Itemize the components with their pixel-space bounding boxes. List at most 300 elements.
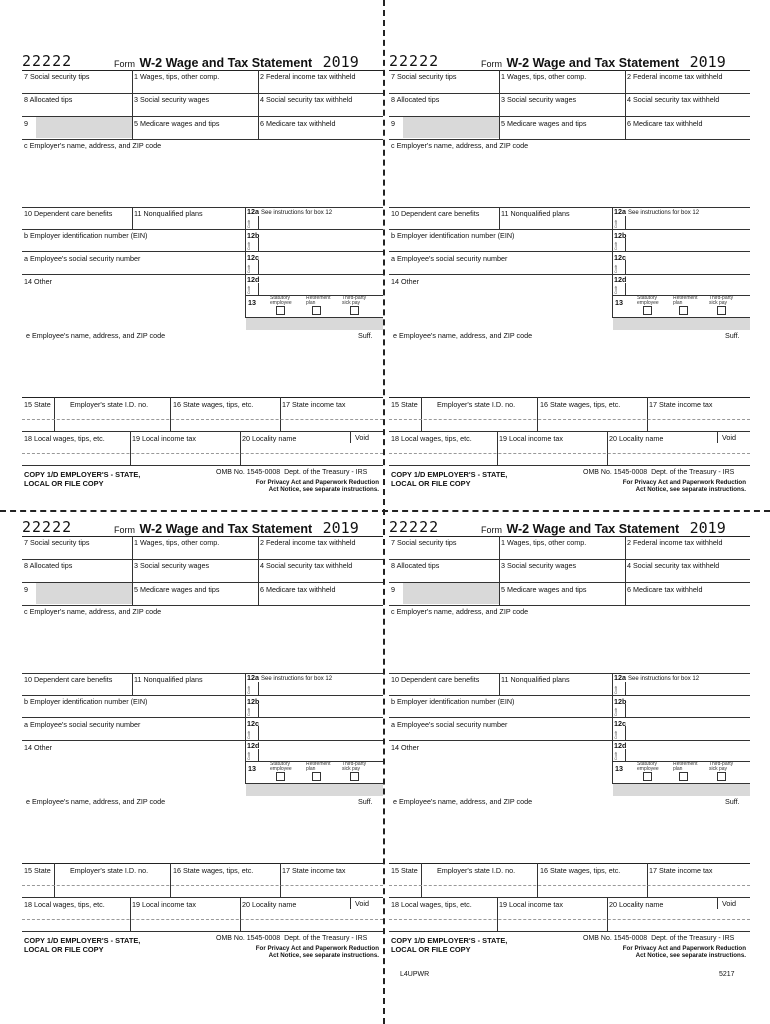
box-8-label: 8 Allocated tips bbox=[391, 95, 440, 104]
box-e-label: e Employee's name, address, and ZIP code bbox=[26, 331, 166, 340]
form-rule-line bbox=[612, 673, 613, 783]
omb-number: OMB No. 1545-0008 Dept. of the Treasury - IRS bbox=[583, 469, 735, 476]
form-rule-line bbox=[258, 682, 259, 695]
box-10-label: 10 Dependent care benefits bbox=[391, 209, 480, 218]
code-label: Code bbox=[247, 685, 251, 694]
form-rule-line bbox=[22, 274, 383, 275]
box-15-label: 15 State bbox=[24, 866, 51, 875]
box-8-label: 8 Allocated tips bbox=[24, 95, 73, 104]
box-3-label: 3 Social security wages bbox=[134, 95, 210, 104]
box-6-label: 6 Medicare tax withheld bbox=[627, 119, 703, 128]
form-rule-line bbox=[22, 139, 383, 140]
form-rule-line bbox=[421, 397, 422, 431]
box-c-label: c Employer's name, address, and ZIP code bbox=[391, 607, 529, 616]
form-rule-line bbox=[258, 536, 259, 605]
form-rule-line bbox=[22, 863, 383, 864]
code-label: Code bbox=[247, 707, 251, 716]
box-1-label: 1 Wages, tips, other comp. bbox=[501, 538, 587, 547]
box-12b-label: 12b bbox=[614, 697, 627, 706]
box-15-label: 15 State bbox=[391, 866, 418, 875]
form-title-text: W-2 Wage and Tax Statement bbox=[506, 522, 680, 536]
code-label: Code bbox=[614, 219, 618, 228]
void-label: Void bbox=[722, 433, 736, 442]
w2-form-bottom-left bbox=[22, 518, 383, 978]
box-b-label: b Employer identification number (EIN) bbox=[391, 697, 515, 706]
box-3-label: 3 Social security wages bbox=[134, 561, 210, 570]
box-20-label: 20 Locality name bbox=[242, 434, 297, 443]
form-rule-line bbox=[22, 536, 383, 537]
form-rule-line bbox=[22, 453, 383, 454]
box-12c-label: 12c bbox=[614, 253, 626, 262]
form-word: Form bbox=[481, 525, 502, 535]
code-label: Code bbox=[614, 285, 618, 294]
box-9-label: 9 bbox=[391, 585, 395, 594]
third-party-sick-pay-checkbox[interactable] bbox=[717, 772, 726, 781]
footer-number: 5217 bbox=[719, 971, 735, 978]
form-rule-line bbox=[22, 465, 383, 466]
box-14-label: 14 Other bbox=[24, 277, 52, 286]
w2-form-top-right bbox=[389, 52, 750, 512]
w2-form-bottom-right bbox=[389, 518, 750, 978]
box-12d-label: 12d bbox=[614, 275, 627, 284]
form-rule-line bbox=[389, 740, 750, 741]
code-label: Code bbox=[614, 241, 618, 250]
form-word: Form bbox=[114, 525, 135, 535]
third-party-sick-pay-label: Third-party sick pay bbox=[342, 295, 367, 306]
form-rule-line bbox=[389, 139, 750, 140]
box-4-label: 4 Social security tax withheld bbox=[260, 561, 353, 570]
statutory-employee-checkbox[interactable] bbox=[276, 306, 285, 315]
vertical-cut-line bbox=[383, 0, 385, 1024]
state-id-label: Employer's state I.D. no. bbox=[70, 866, 149, 875]
box-4-label: 4 Social security tax withheld bbox=[260, 95, 353, 104]
box-3-label: 3 Social security wages bbox=[501, 95, 577, 104]
box-8-label: 8 Allocated tips bbox=[391, 561, 440, 570]
form-rule-line bbox=[280, 397, 281, 431]
form-rule-line bbox=[717, 431, 718, 443]
box-2-label: 2 Federal income tax withheld bbox=[260, 538, 356, 547]
form-rule-line bbox=[389, 229, 750, 230]
form-rule-line bbox=[389, 93, 750, 94]
box-12b-label: 12b bbox=[247, 697, 260, 706]
form-rule-line bbox=[54, 397, 55, 431]
box-10-label: 10 Dependent care benefits bbox=[24, 209, 113, 218]
box-16-label: 16 State wages, tips, etc. bbox=[173, 866, 254, 875]
form-rule-line bbox=[389, 70, 750, 71]
box-11-label: 11 Nonqualified plans bbox=[501, 675, 570, 684]
third-party-sick-pay-checkbox[interactable] bbox=[717, 306, 726, 315]
box-17-label: 17 State income tax bbox=[649, 866, 713, 875]
form-rule-line bbox=[625, 238, 626, 251]
form-rule-line bbox=[22, 93, 383, 94]
form-rule-line bbox=[54, 863, 55, 897]
box-13-shading bbox=[613, 318, 750, 330]
statutory-employee-label: Statutory employee bbox=[270, 761, 292, 772]
statutory-employee-checkbox[interactable] bbox=[276, 772, 285, 781]
form-rule-line bbox=[258, 70, 259, 139]
form-rule-line bbox=[625, 283, 626, 295]
form-rule-line bbox=[22, 397, 383, 398]
state-id-label: Employer's state I.D. no. bbox=[70, 400, 149, 409]
form-rule-line bbox=[350, 431, 351, 443]
form-rule-line bbox=[497, 431, 498, 465]
form-rule-line bbox=[22, 229, 383, 230]
form-rule-line bbox=[245, 783, 383, 784]
form-rule-line bbox=[130, 431, 131, 465]
box-9-shading bbox=[36, 117, 132, 138]
privacy-notice: For Privacy Act and Paperwork Reduction Act Notice, see separate instructions. bbox=[255, 479, 379, 493]
form-title-text: W-2 Wage and Tax Statement bbox=[506, 56, 680, 70]
form-rule-line bbox=[170, 863, 171, 897]
form-word: Form bbox=[114, 59, 135, 69]
form-rule-line bbox=[22, 251, 383, 252]
box-16-label: 16 State wages, tips, etc. bbox=[540, 866, 621, 875]
statutory-employee-checkbox[interactable] bbox=[643, 306, 652, 315]
box-20-label: 20 Locality name bbox=[242, 900, 297, 909]
box-19-label: 19 Local income tax bbox=[132, 900, 196, 909]
form-rule-line bbox=[22, 605, 383, 606]
box-12a-label: 12a See instructions for box 12 bbox=[614, 673, 700, 682]
code-label: Code bbox=[247, 264, 251, 273]
form-rule-line bbox=[625, 682, 626, 695]
form-rule-line bbox=[612, 783, 750, 784]
suffix-label: Suff. bbox=[725, 331, 740, 340]
box-13-label: 13 bbox=[248, 298, 256, 307]
form-rule-line bbox=[130, 897, 131, 931]
box-11-label: 11 Nonqualified plans bbox=[501, 209, 570, 218]
statutory-employee-label: Statutory employee bbox=[270, 295, 292, 306]
box-a-label: a Employee's social security number bbox=[24, 720, 141, 729]
box-18-label: 18 Local wages, tips, etc. bbox=[24, 434, 105, 443]
form-rule-line bbox=[389, 559, 750, 560]
form-rule-line bbox=[607, 431, 608, 465]
form-rule-line bbox=[612, 317, 750, 318]
box-18-label: 18 Local wages, tips, etc. bbox=[391, 900, 472, 909]
box-11-label: 11 Nonqualified plans bbox=[134, 209, 203, 218]
form-rule-line bbox=[389, 931, 750, 932]
box-18-label: 18 Local wages, tips, etc. bbox=[24, 900, 105, 909]
form-rule-line bbox=[389, 397, 750, 398]
box-1-label: 1 Wages, tips, other comp. bbox=[501, 72, 587, 81]
box-16-label: 16 State wages, tips, etc. bbox=[540, 400, 621, 409]
box-a-label: a Employee's social security number bbox=[391, 720, 508, 729]
box-12c-label: 12c bbox=[614, 719, 626, 728]
box-18-label: 18 Local wages, tips, etc. bbox=[391, 434, 472, 443]
form-rule-line bbox=[499, 673, 500, 695]
box-14-label: 14 Other bbox=[24, 743, 52, 752]
box-c-label: c Employer's name, address, and ZIP code bbox=[24, 607, 162, 616]
box-e-label: e Employee's name, address, and ZIP code bbox=[26, 797, 166, 806]
suffix-label: Suff. bbox=[358, 797, 373, 806]
box-9-label: 9 bbox=[24, 119, 28, 128]
box-9-shading bbox=[403, 583, 499, 604]
box-17-label: 17 State income tax bbox=[282, 400, 346, 409]
form-rule-line bbox=[625, 749, 626, 761]
box-1-label: 1 Wages, tips, other comp. bbox=[134, 538, 220, 547]
box-12d-label: 12d bbox=[614, 741, 627, 750]
form-rule-line bbox=[625, 216, 626, 229]
state-id-label: Employer's state I.D. no. bbox=[437, 400, 516, 409]
form-rule-line bbox=[22, 919, 383, 920]
box-12c-label: 12c bbox=[247, 253, 259, 262]
box-7-label: 7 Social security tips bbox=[24, 72, 90, 81]
form-rule-line bbox=[22, 740, 383, 741]
box-12a-label: 12a See instructions for box 12 bbox=[614, 207, 700, 216]
code-label: Code bbox=[614, 707, 618, 716]
omb-number: OMB No. 1545-0008 Dept. of the Treasury - IRS bbox=[216, 469, 368, 476]
form-rule-line bbox=[612, 207, 613, 317]
box-5-label: 5 Medicare wages and tips bbox=[501, 585, 587, 594]
box-10-label: 10 Dependent care benefits bbox=[24, 675, 113, 684]
form-rule-line bbox=[389, 431, 750, 432]
box-b-label: b Employer identification number (EIN) bbox=[24, 231, 148, 240]
box-12a-label: 12a See instructions for box 12 bbox=[247, 673, 333, 682]
box-12d-label: 12d bbox=[247, 275, 260, 284]
box-12c-label: 12c bbox=[247, 719, 259, 728]
form-rule-line bbox=[258, 704, 259, 717]
third-party-sick-pay-label: Third-party sick pay bbox=[709, 295, 734, 306]
form-rule-line bbox=[497, 897, 498, 931]
form-rule-line bbox=[717, 897, 718, 909]
box-5-label: 5 Medicare wages and tips bbox=[134, 585, 220, 594]
box-c-label: c Employer's name, address, and ZIP code bbox=[24, 141, 162, 150]
box-2-label: 2 Federal income tax withheld bbox=[627, 538, 723, 547]
form-rule-line bbox=[22, 431, 383, 432]
form-year: 2019 bbox=[322, 53, 359, 71]
code-label: Code bbox=[247, 219, 251, 228]
form-rule-line bbox=[499, 207, 500, 229]
footer-code: L4UPWR bbox=[400, 971, 430, 978]
box-5-label: 5 Medicare wages and tips bbox=[501, 119, 587, 128]
form-number: 22222 bbox=[22, 52, 73, 70]
box-12b-label: 12b bbox=[614, 231, 627, 240]
box-6-label: 6 Medicare tax withheld bbox=[260, 585, 336, 594]
privacy-notice: For Privacy Act and Paperwork Reduction Act Notice, see separate instructions. bbox=[622, 945, 746, 959]
box-9-label: 9 bbox=[391, 119, 395, 128]
form-rule-line bbox=[625, 536, 626, 605]
form-rule-line bbox=[647, 397, 648, 431]
third-party-sick-pay-label: Third-party sick pay bbox=[342, 761, 367, 772]
form-rule-line bbox=[132, 673, 133, 695]
box-3-label: 3 Social security wages bbox=[501, 561, 577, 570]
omb-number: OMB No. 1545-0008 Dept. of the Treasury - IRS bbox=[216, 935, 368, 942]
form-year: 2019 bbox=[689, 53, 726, 71]
box-17-label: 17 State income tax bbox=[649, 400, 713, 409]
third-party-sick-pay-checkbox[interactable] bbox=[350, 306, 359, 315]
form-rule-line bbox=[389, 465, 750, 466]
box-13-shading bbox=[613, 784, 750, 796]
box-13-shading bbox=[246, 318, 383, 330]
box-7-label: 7 Social security tips bbox=[391, 72, 457, 81]
box-9-label: 9 bbox=[24, 585, 28, 594]
privacy-notice: For Privacy Act and Paperwork Reduction Act Notice, see separate instructions. bbox=[255, 945, 379, 959]
box-20-label: 20 Locality name bbox=[609, 900, 664, 909]
copy-designation: COPY 1/D EMPLOYER'S - STATE, LOCAL OR FILE COPY bbox=[24, 936, 141, 954]
box-e-label: e Employee's name, address, and ZIP code bbox=[393, 797, 533, 806]
box-20-label: 20 Locality name bbox=[609, 434, 664, 443]
third-party-sick-pay-label: Third-party sick pay bbox=[709, 761, 734, 772]
form-rule-line bbox=[280, 863, 281, 897]
form-rule-line bbox=[22, 70, 383, 71]
suffix-label: Suff. bbox=[358, 331, 373, 340]
form-number: 22222 bbox=[22, 518, 73, 536]
form-rule-line bbox=[245, 317, 383, 318]
box-17-label: 17 State income tax bbox=[282, 866, 346, 875]
form-rule-line bbox=[421, 863, 422, 897]
form-rule-line bbox=[22, 897, 383, 898]
box-10-label: 10 Dependent care benefits bbox=[391, 675, 480, 684]
code-label: Code bbox=[247, 751, 251, 760]
code-label: Code bbox=[247, 241, 251, 250]
statutory-employee-label: Statutory employee bbox=[637, 761, 659, 772]
box-c-label: c Employer's name, address, and ZIP code bbox=[391, 141, 529, 150]
copy-designation: COPY 1/D EMPLOYER'S - STATE, LOCAL OR FILE COPY bbox=[24, 470, 141, 488]
code-label: Code bbox=[614, 751, 618, 760]
box-6-label: 6 Medicare tax withheld bbox=[260, 119, 336, 128]
form-rule-line bbox=[625, 260, 626, 274]
box-7-label: 7 Social security tips bbox=[24, 538, 90, 547]
form-rule-line bbox=[22, 885, 383, 886]
third-party-sick-pay-checkbox[interactable] bbox=[350, 772, 359, 781]
form-rule-line bbox=[389, 536, 750, 537]
form-rule-line bbox=[132, 207, 133, 229]
box-e-label: e Employee's name, address, and ZIP code bbox=[393, 331, 533, 340]
box-12b-label: 12b bbox=[247, 231, 260, 240]
statutory-employee-checkbox[interactable] bbox=[643, 772, 652, 781]
form-rule-line bbox=[389, 274, 750, 275]
box-a-label: a Employee's social security number bbox=[391, 254, 508, 263]
omb-number: OMB No. 1545-0008 Dept. of the Treasury - IRS bbox=[583, 935, 735, 942]
copy-designation: COPY 1/D EMPLOYER'S - STATE, LOCAL OR FILE COPY bbox=[391, 936, 508, 954]
box-14-label: 14 Other bbox=[391, 277, 419, 286]
form-rule-line bbox=[132, 70, 133, 139]
suffix-label: Suff. bbox=[725, 797, 740, 806]
form-rule-line bbox=[647, 863, 648, 897]
copy-designation: COPY 1/D EMPLOYER'S - STATE, LOCAL OR FILE COPY bbox=[391, 470, 508, 488]
form-rule-line bbox=[245, 207, 246, 317]
form-year: 2019 bbox=[322, 519, 359, 537]
code-label: Code bbox=[247, 285, 251, 294]
form-rule-line bbox=[22, 695, 383, 696]
box-4-label: 4 Social security tax withheld bbox=[627, 95, 720, 104]
form-rule-line bbox=[389, 695, 750, 696]
form-rule-line bbox=[258, 216, 259, 229]
retirement-plan-checkbox[interactable] bbox=[312, 306, 321, 315]
void-label: Void bbox=[355, 433, 369, 442]
retirement-plan-checkbox[interactable] bbox=[679, 306, 688, 315]
form-word: Form bbox=[481, 59, 502, 69]
form-rule-line bbox=[607, 897, 608, 931]
retirement-plan-label: Retirement plan bbox=[306, 761, 331, 772]
box-12a-label: 12a See instructions for box 12 bbox=[247, 207, 333, 216]
form-title-text: W-2 Wage and Tax Statement bbox=[139, 56, 313, 70]
box-b-label: b Employer identification number (EIN) bbox=[391, 231, 515, 240]
retirement-plan-label: Retirement plan bbox=[673, 295, 698, 306]
box-9-shading bbox=[36, 583, 132, 604]
form-number: 22222 bbox=[389, 518, 440, 536]
form-rule-line bbox=[389, 453, 750, 454]
form-rule-line bbox=[389, 419, 750, 420]
form-rule-line bbox=[170, 397, 171, 431]
w2-form-top-left bbox=[22, 52, 383, 512]
form-rule-line bbox=[245, 673, 246, 783]
box-a-label: a Employee's social security number bbox=[24, 254, 141, 263]
box-2-label: 2 Federal income tax withheld bbox=[627, 72, 723, 81]
code-label: Code bbox=[247, 730, 251, 739]
form-rule-line bbox=[625, 70, 626, 139]
form-rule-line bbox=[258, 283, 259, 295]
box-4-label: 4 Social security tax withheld bbox=[627, 561, 720, 570]
box-16-label: 16 State wages, tips, etc. bbox=[173, 400, 254, 409]
box-1-label: 1 Wages, tips, other comp. bbox=[134, 72, 220, 81]
retirement-plan-checkbox[interactable] bbox=[679, 772, 688, 781]
form-rule-line bbox=[537, 863, 538, 897]
form-rule-line bbox=[258, 726, 259, 740]
retirement-plan-label: Retirement plan bbox=[673, 761, 698, 772]
box-b-label: b Employer identification number (EIN) bbox=[24, 697, 148, 706]
form-title-text: W-2 Wage and Tax Statement bbox=[139, 522, 313, 536]
form-rule-line bbox=[22, 559, 383, 560]
form-rule-line bbox=[389, 919, 750, 920]
form-rule-line bbox=[389, 605, 750, 606]
form-rule-line bbox=[22, 931, 383, 932]
form-rule-line bbox=[22, 419, 383, 420]
form-rule-line bbox=[258, 749, 259, 761]
privacy-notice: For Privacy Act and Paperwork Reduction Act Notice, see separate instructions. bbox=[622, 479, 746, 493]
code-label: Code bbox=[614, 264, 618, 273]
form-rule-line bbox=[389, 251, 750, 252]
form-rule-line bbox=[258, 238, 259, 251]
form-rule-line bbox=[240, 897, 241, 931]
retirement-plan-label: Retirement plan bbox=[306, 295, 331, 306]
box-13-label: 13 bbox=[615, 298, 623, 307]
box-19-label: 19 Local income tax bbox=[499, 900, 563, 909]
form-rule-line bbox=[537, 397, 538, 431]
form-rule-line bbox=[499, 536, 500, 605]
form-rule-line bbox=[625, 704, 626, 717]
box-13-label: 13 bbox=[615, 764, 623, 773]
box-9-shading bbox=[403, 117, 499, 138]
code-label: Code bbox=[614, 685, 618, 694]
box-11-label: 11 Nonqualified plans bbox=[134, 675, 203, 684]
form-rule-line bbox=[389, 717, 750, 718]
box-19-label: 19 Local income tax bbox=[499, 434, 563, 443]
box-2-label: 2 Federal income tax withheld bbox=[260, 72, 356, 81]
void-label: Void bbox=[722, 899, 736, 908]
box-12d-label: 12d bbox=[247, 741, 260, 750]
retirement-plan-checkbox[interactable] bbox=[312, 772, 321, 781]
box-13-label: 13 bbox=[248, 764, 256, 773]
form-rule-line bbox=[389, 897, 750, 898]
form-rule-line bbox=[389, 863, 750, 864]
box-14-label: 14 Other bbox=[391, 743, 419, 752]
form-rule-line bbox=[22, 717, 383, 718]
code-label: Code bbox=[614, 730, 618, 739]
box-6-label: 6 Medicare tax withheld bbox=[627, 585, 703, 594]
state-id-label: Employer's state I.D. no. bbox=[437, 866, 516, 875]
void-label: Void bbox=[355, 899, 369, 908]
statutory-employee-label: Statutory employee bbox=[637, 295, 659, 306]
form-number: 22222 bbox=[389, 52, 440, 70]
form-rule-line bbox=[499, 70, 500, 139]
box-15-label: 15 State bbox=[391, 400, 418, 409]
form-rule-line bbox=[350, 897, 351, 909]
box-5-label: 5 Medicare wages and tips bbox=[134, 119, 220, 128]
form-rule-line bbox=[625, 726, 626, 740]
box-8-label: 8 Allocated tips bbox=[24, 561, 73, 570]
box-19-label: 19 Local income tax bbox=[132, 434, 196, 443]
form-rule-line bbox=[258, 260, 259, 274]
